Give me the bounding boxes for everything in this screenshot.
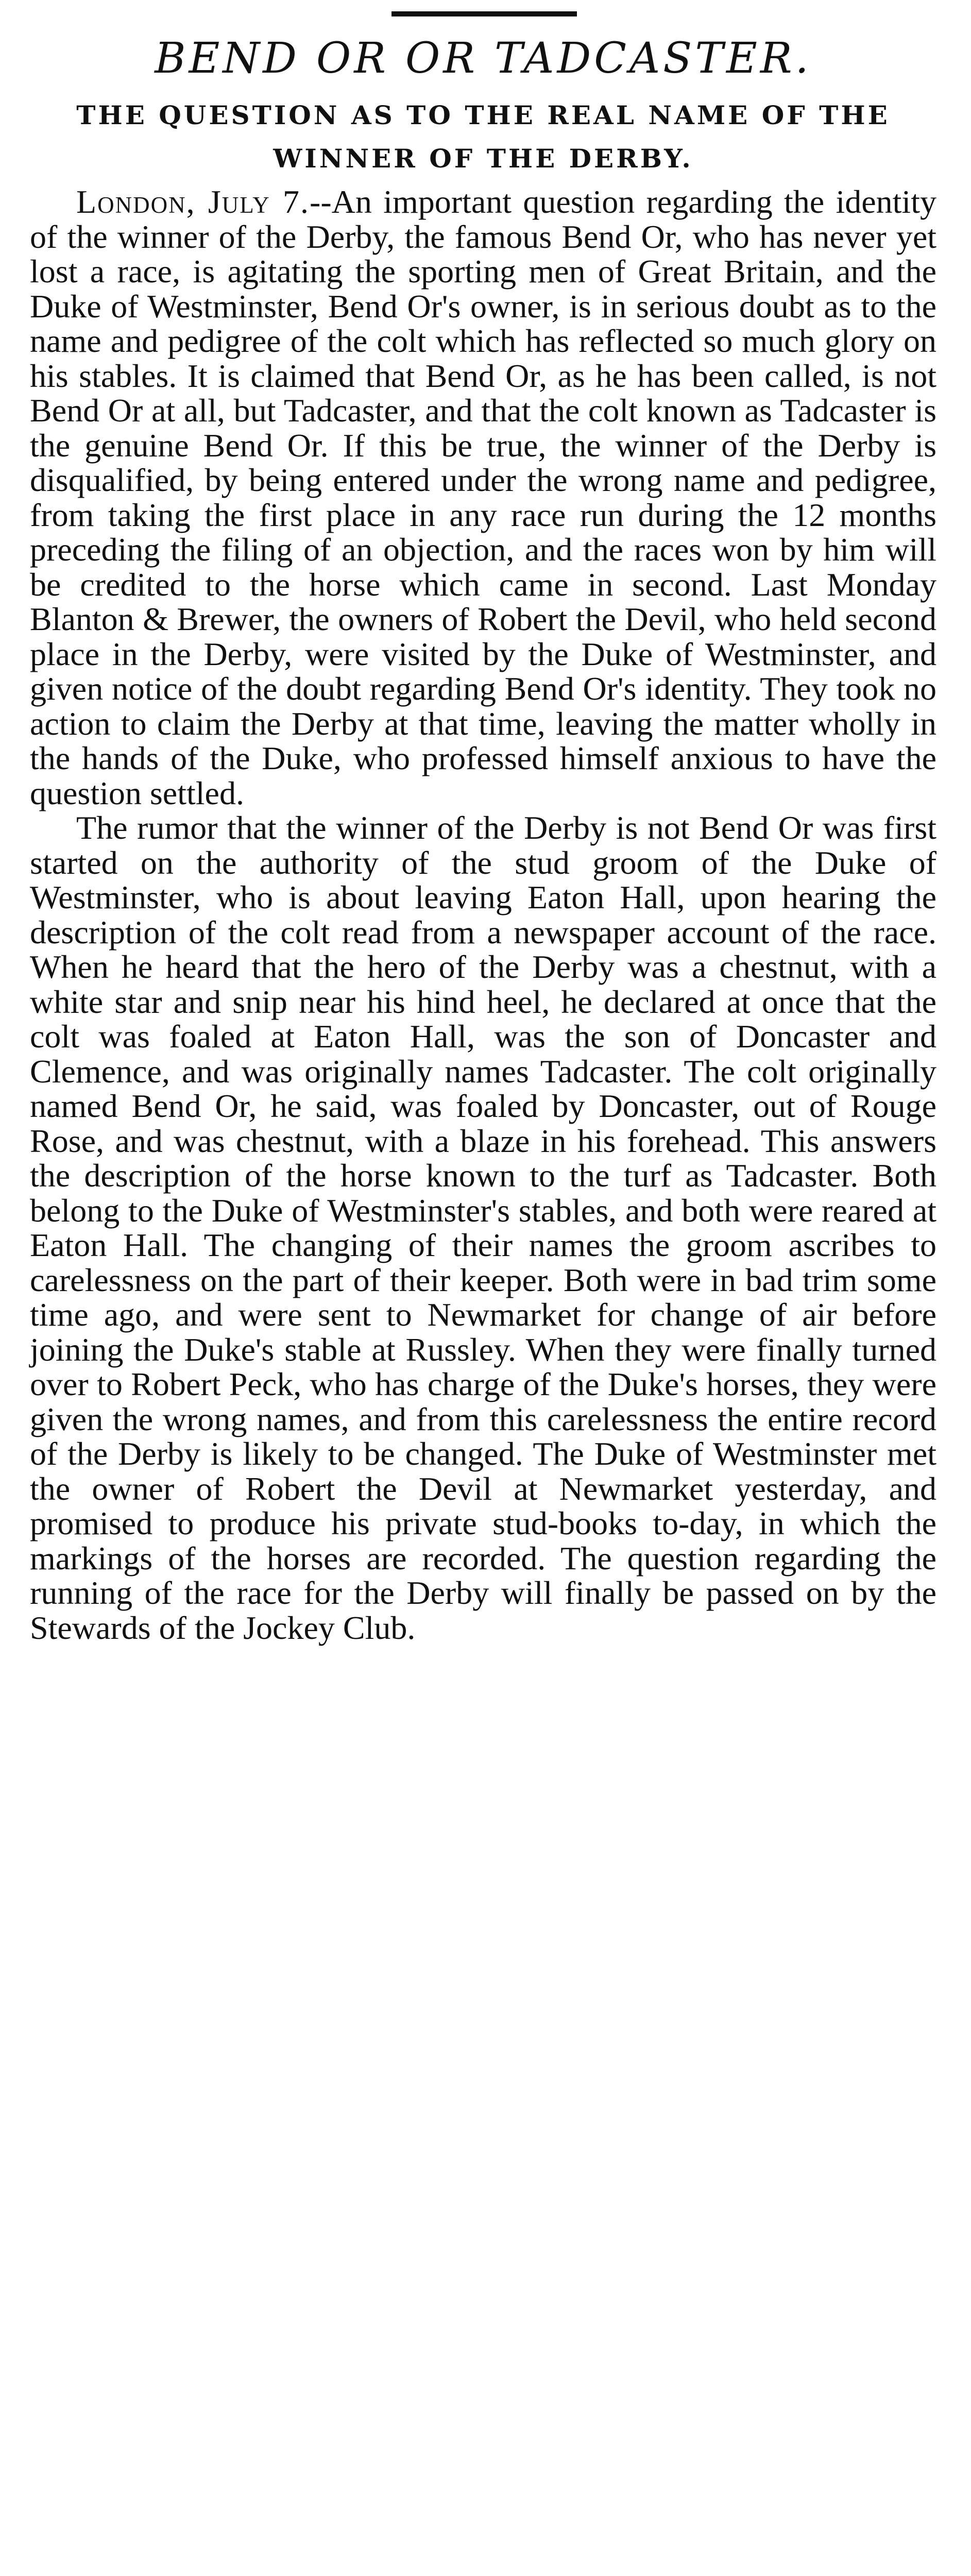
headline: BEND OR OR TADCASTER. [155, 34, 812, 83]
paragraph-1 [30, 184, 936, 810]
article-body [30, 184, 936, 1645]
subheadline: THE QUESTION AS TO THE REAL NAME OF THE WINNER OF THE DERBY. [76, 100, 890, 174]
paragraph-2: The rumor that the winner of the Derby is not Bend Or was first started on the authority of the stud groom of the Duke of Westminster, who is about leaving Eaton Hall, upon hearing the description of the colt read from a newspaper account of the race. When he heard that the hero of the Derby was a chestnut, with a white star and snip near his hind heel, he declared at once that the colt was foaled at Eaton Hall, was the son of Doncaster and Clemence, and was originally names Tadcaster. The colt originally named Bend Or, he said, was foaled by Doncaster, out of Rouge Rose, and was chestnut, with a blaze in his forehead. This answers the description of the horse known to the turf as Tadcaster. Both belong to the Duke of Westminster's stables, and both were reared at Eaton Hall. The changing of their names the groom ascribes to carelessness on the part of their keeper. Both were in bad trim some time ago, and were sent to Newmarket for change of air before joining the Duke's stable at Russley. When they were finally turned over to Robert Peck, who has charge of the Duke's horses, they were given the wrong names, and from this carelessness the entire record of the Derby is likely to be changed. The Duke of Westminster met the owner of Robert the Devil at Newmarket yesterday, and promised to produce his private stud-books to-day, in which the markings of the horses are recorded. The question regarding the running of the race for the Derby will finally be passed on by the Stewards of the Jockey Club. [30, 809, 936, 1646]
dateline: London, July 7. [76, 183, 310, 220]
top-rule [391, 11, 577, 16]
paragraph-1-text: --An important question regarding the identity of the winner of the Derby, the famous Bend Or, who has never yet lost a race, is agitating the sporting men of Great Britain, and the Duke of Westminster, Bend Or's owner, is in serious doubt as to the name and pedigree of the colt which has reflected so much glory on his stables. It is claimed that Bend Or, as he has been called, is not Bend Or at all, but Tadcaster, and that the colt known as Tadcaster is the genuine Bend Or. If this be true, the winner of the Derby is disqualified, by being entered under the wrong name and pedigree, from taking the first place in any race run during the 12 months preceding the filing of an objection, and the races won by him will be credited to the horse which came in second. Last Monday Blanton & Brewer, the owners of Robert the Devil, who held second place in the Derby, were visited by the Duke of Westminster, and given notice of the doubt regarding Bend Or's identity. They took no action to claim the Derby at that time, leaving the matter wholly in the hands of the Duke, who professed himself anxious to have the question settled. [30, 183, 936, 811]
article [30, 29, 936, 1645]
